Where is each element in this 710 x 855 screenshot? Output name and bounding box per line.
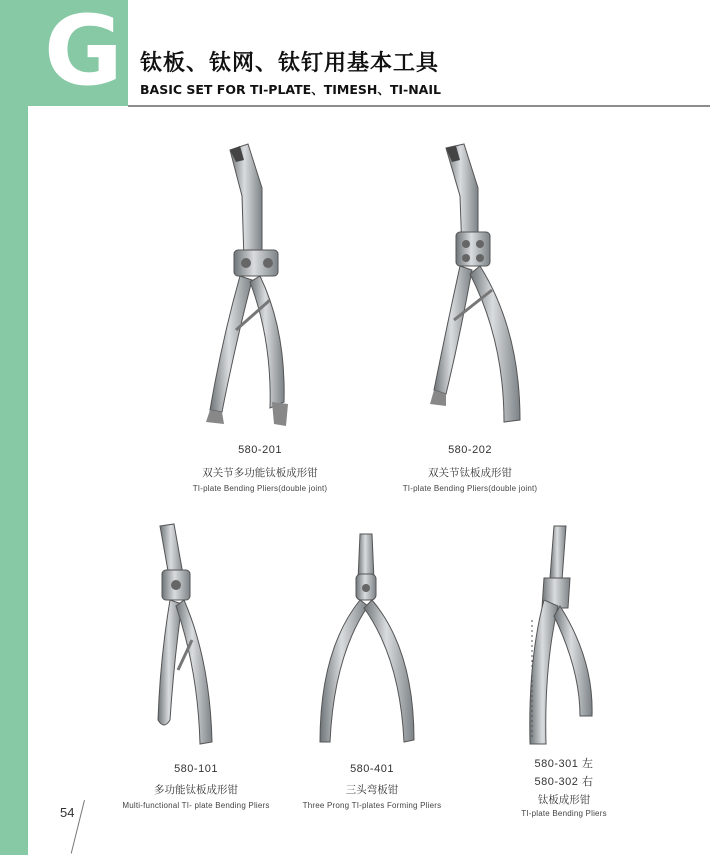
page-title-en: BASIC SET FOR TI-PLATE、TIMESH、TI-NAIL (140, 82, 441, 97)
product-code-alt: 580-302 右 (534, 776, 594, 788)
product-name-en: TI-plate Bending Pliers(double joint) (402, 484, 538, 493)
product-name-en: Three Prong TI-plates Forming Pliers (302, 801, 442, 810)
product-name-en: Multi-functional TI- plate Bending Pliers (122, 801, 270, 810)
product-code: 580-101 (174, 763, 218, 775)
product-name-cn: 三头弯板钳 (345, 784, 399, 796)
product-name-cn: 双关节多功能钛板成形钳 (202, 467, 318, 479)
section-tab (0, 0, 128, 106)
pliers-icon (310, 530, 420, 760)
page-title-cn: 钛板、钛网、钛钉用基本工具 (140, 51, 440, 76)
product-code: 580-301 左 (534, 758, 594, 770)
double-joint-pliers-icon (200, 140, 320, 440)
product-code: 580-202 (448, 444, 492, 456)
section-letter: G (44, 0, 123, 107)
pliers-icon (140, 520, 250, 760)
product-name-cn: 多功能钛板成形钳 (154, 784, 238, 796)
product-code: 580-201 (238, 444, 282, 456)
page-number: 54 (60, 805, 75, 820)
product-name-en: TI-plate Bending Pliers(double joint) (192, 484, 328, 493)
product-name-cn: 双关节钛板成形钳 (428, 467, 512, 479)
pliers-icon (500, 520, 610, 750)
header-divider (128, 105, 710, 107)
double-joint-pliers-icon (420, 140, 540, 440)
product-name-en: TI-plate Bending Pliers (521, 809, 607, 818)
product-name-cn: 钛板成形钳 (537, 794, 591, 806)
side-accent-bar (0, 0, 28, 855)
product-code: 580-401 (350, 763, 394, 775)
